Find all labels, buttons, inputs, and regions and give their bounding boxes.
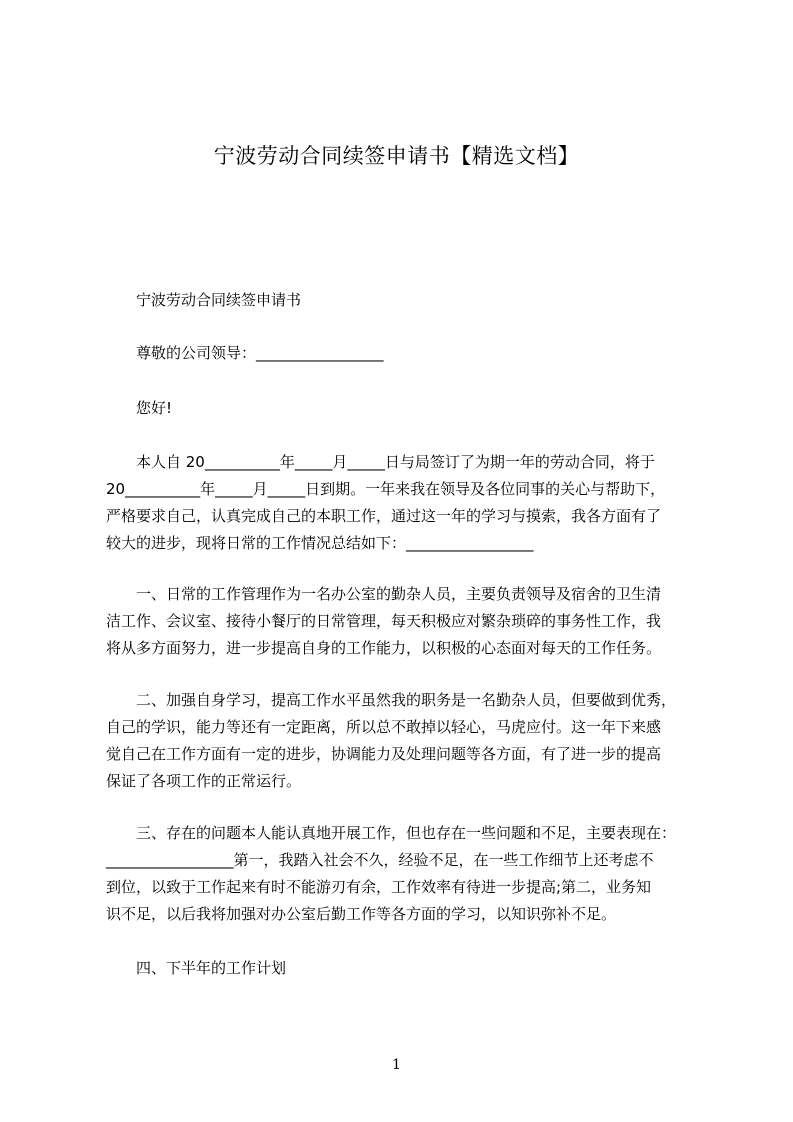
salutation-line: 尊敬的公司领导：_________________ bbox=[136, 344, 384, 362]
page-number: 1 bbox=[392, 1057, 401, 1073]
section-three-line-1: 三、存在的问题本人能认真地开展工作，但也存在一些问题和不足，主要表现在： bbox=[136, 824, 677, 842]
section-three-line-2: _________________第一，我踏入社会不久，经验不足，在一些工作细节上还考虑不 bbox=[106, 851, 654, 869]
section-three-line-3: 到位，以致于工作起来有时不能游刃有余，工作效率有待进一步提高;第二，业务知 bbox=[106, 878, 652, 896]
document-title: 宁波劳动合同续签申请书【精选文档】 bbox=[213, 144, 580, 168]
section-one-line-2: 洁工作、会议室、接待小餐厅的日常管理，每天积极应对繁杂琐碎的事务性工作，我 bbox=[106, 612, 662, 630]
section-one-line-3: 将从多方面努力，进一步提高自身的工作能力，以积极的心态面对每天的工作任务。 bbox=[106, 639, 662, 657]
section-two-line-2: 自己的学识，能力等还有一定距离，所以总不敢掉以轻心，马虎应付。这一年下来感 bbox=[106, 718, 662, 736]
section-three-line-4: 识不足，以后我将加强对办公室后勤工作等各方面的学习，以知识弥补不足。 bbox=[106, 905, 617, 923]
paragraph-intro-line-4: 较大的进步，现将日常的工作情况总结如下：_________________ bbox=[106, 534, 534, 552]
paragraph-intro-line-1: 本人自 20__________年_____月_____日与局签订了为期一年的劳动合同，将于 bbox=[136, 453, 655, 471]
greeting-line: 您好! bbox=[136, 399, 173, 417]
section-one-line-1: 一、日常的工作管理作为一名办公室的勤杂人员，主要负责领导及宿舍的卫生清 bbox=[136, 585, 662, 603]
section-four-heading: 四、下半年的工作计划 bbox=[136, 959, 287, 977]
section-two-line-4: 保证了各项工作的正常运行。 bbox=[106, 772, 302, 790]
subtitle-line: 宁波劳动合同续签申请书 bbox=[136, 291, 302, 309]
section-two-line-1: 二、加强自身学习，提高工作水平虽然我的职务是一名勤杂人员，但要做到优秀， bbox=[136, 691, 677, 709]
section-two-line-3: 觉自己在工作方面有一定的进步，协调能力及处理问题等各方面，有了进一步的提高 bbox=[106, 745, 662, 763]
paragraph-intro-line-2: 20__________年_____月_____日到期。一年来我在领导及各位同事的关心与帮助下， bbox=[106, 480, 666, 498]
paragraph-intro-line-3: 严格要求自己，认真完成自己的本职工作，通过这一年的学习与摸索，我各方面有了 bbox=[106, 507, 662, 525]
